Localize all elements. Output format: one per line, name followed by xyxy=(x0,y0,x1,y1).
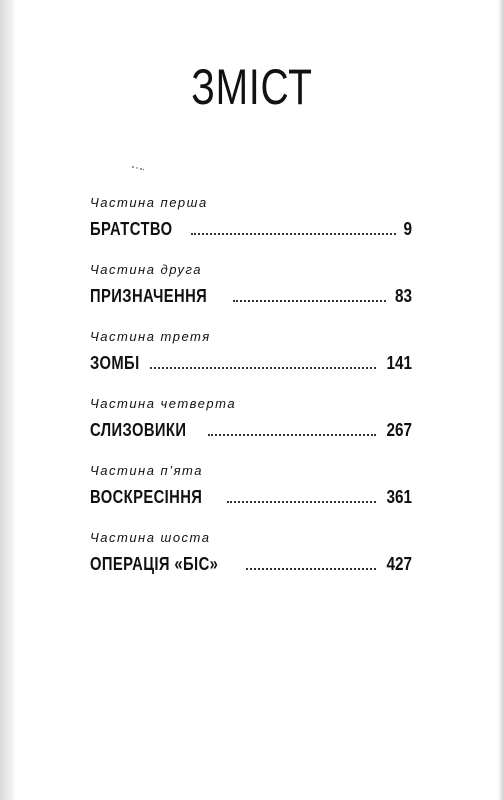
chapter-title: ПРИЗНАЧЕННЯ xyxy=(90,286,208,306)
toc-part xyxy=(90,530,412,597)
chapter-title: СЛИЗОВИКИ xyxy=(90,420,187,440)
toc-part xyxy=(90,329,412,396)
page-number: 9 xyxy=(403,219,412,239)
ink-speck xyxy=(131,165,145,171)
part-label: Частина друга xyxy=(90,262,203,277)
toc-entry xyxy=(90,487,412,508)
toc-part xyxy=(90,396,412,463)
toc-entry xyxy=(90,286,412,307)
dot-leader xyxy=(227,500,376,503)
dot-leader xyxy=(233,299,386,302)
page-number: 361 xyxy=(386,487,412,507)
toc-entry xyxy=(90,219,412,240)
page-number: 83 xyxy=(394,286,412,306)
part-label: Частина третя xyxy=(90,329,211,344)
page-edge-shadow-right xyxy=(498,0,504,800)
toc-part xyxy=(90,463,412,530)
toc-entry xyxy=(90,554,412,575)
table-of-contents xyxy=(90,195,412,597)
toc-part xyxy=(90,262,412,329)
page-number: 427 xyxy=(386,554,412,574)
chapter-title: ЗОМБІ xyxy=(90,353,140,373)
page-number: 267 xyxy=(386,420,412,440)
dot-leader xyxy=(208,433,376,436)
chapter-title: ВОСКРЕСІННЯ xyxy=(90,487,203,507)
part-label: Частина перша xyxy=(90,195,208,210)
page-title: ЗМІСТ xyxy=(191,59,313,115)
dot-leader xyxy=(150,366,375,369)
dot-leader xyxy=(191,232,396,235)
chapter-title: ОПЕРАЦІЯ «БІС» xyxy=(90,554,219,574)
toc-entry xyxy=(90,420,412,441)
toc-part xyxy=(90,195,412,262)
toc-entry xyxy=(90,353,412,374)
page-edge-shadow-left xyxy=(0,0,16,800)
part-label: Частина шоста xyxy=(90,530,211,545)
part-label: Частина четверта xyxy=(90,396,237,411)
part-label: Частина п’ята xyxy=(90,463,203,478)
dot-leader xyxy=(246,567,376,570)
chapter-title: БРАТСТВО xyxy=(90,219,173,239)
page-number: 141 xyxy=(386,353,412,373)
